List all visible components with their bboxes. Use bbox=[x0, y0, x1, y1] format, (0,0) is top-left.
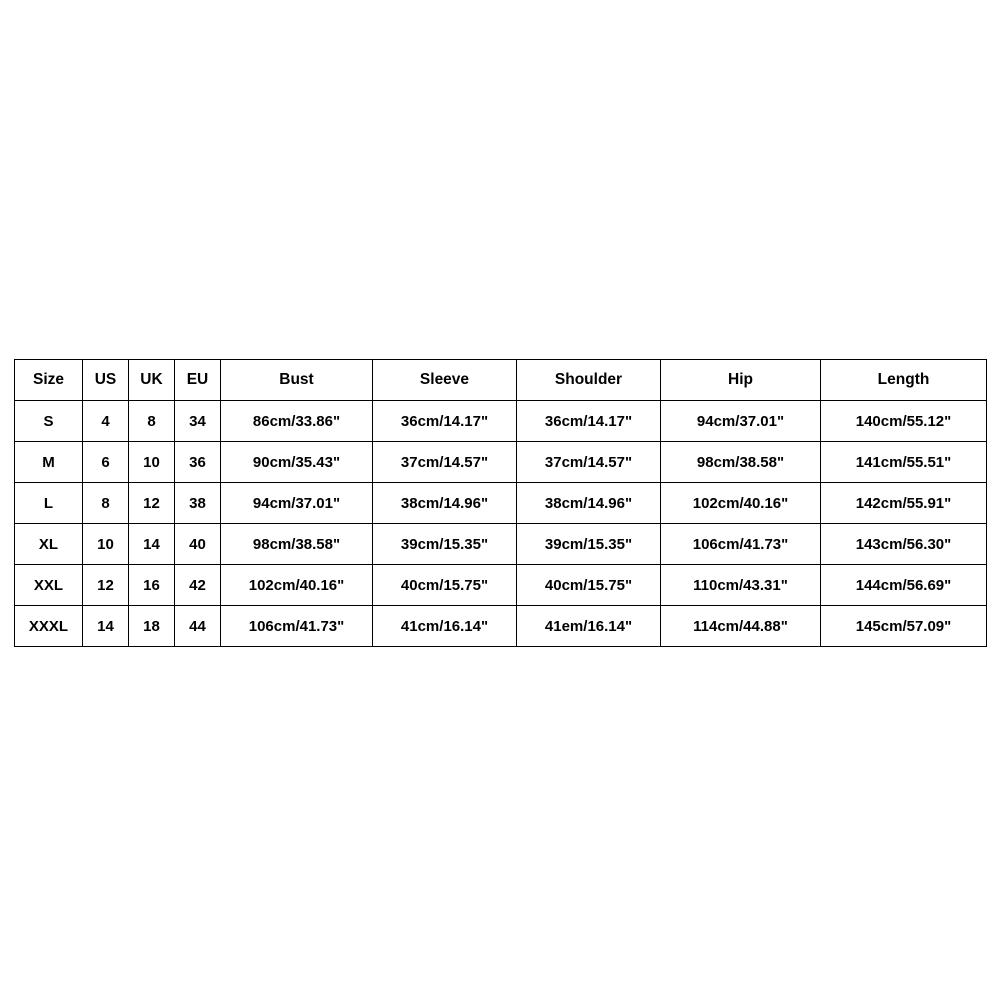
column-header-size: Size bbox=[15, 360, 83, 401]
size-chart-table bbox=[14, 359, 987, 647]
table-row bbox=[15, 483, 987, 524]
cell-sleeve: 36cm/14.17" bbox=[373, 401, 517, 442]
cell-hip: 114cm/44.88" bbox=[661, 606, 821, 647]
table-row bbox=[15, 565, 987, 606]
cell-hip: 106cm/41.73" bbox=[661, 524, 821, 565]
cell-length: 142cm/55.91" bbox=[821, 483, 987, 524]
cell-us: 10 bbox=[83, 524, 129, 565]
cell-hip: 98cm/38.58" bbox=[661, 442, 821, 483]
cell-eu: 38 bbox=[175, 483, 221, 524]
cell-shoulder: 38cm/14.96" bbox=[517, 483, 661, 524]
cell-hip: 110cm/43.31" bbox=[661, 565, 821, 606]
cell-us: 6 bbox=[83, 442, 129, 483]
table-row bbox=[15, 401, 987, 442]
cell-size: XL bbox=[15, 524, 83, 565]
cell-us: 8 bbox=[83, 483, 129, 524]
cell-sleeve: 38cm/14.96" bbox=[373, 483, 517, 524]
cell-uk: 8 bbox=[129, 401, 175, 442]
table-row bbox=[15, 442, 987, 483]
cell-shoulder: 40cm/15.75" bbox=[517, 565, 661, 606]
cell-length: 145cm/57.09" bbox=[821, 606, 987, 647]
cell-length: 141cm/55.51" bbox=[821, 442, 987, 483]
cell-eu: 42 bbox=[175, 565, 221, 606]
cell-bust: 94cm/37.01" bbox=[221, 483, 373, 524]
table-header bbox=[15, 360, 987, 401]
cell-length: 140cm/55.12" bbox=[821, 401, 987, 442]
cell-shoulder: 37cm/14.57" bbox=[517, 442, 661, 483]
cell-us: 14 bbox=[83, 606, 129, 647]
cell-eu: 36 bbox=[175, 442, 221, 483]
size-chart-container bbox=[14, 359, 986, 647]
cell-us: 12 bbox=[83, 565, 129, 606]
column-header-uk: UK bbox=[129, 360, 175, 401]
cell-size: S bbox=[15, 401, 83, 442]
column-header-sleeve: Sleeve bbox=[373, 360, 517, 401]
cell-size: XXXL bbox=[15, 606, 83, 647]
cell-length: 144cm/56.69" bbox=[821, 565, 987, 606]
cell-uk: 12 bbox=[129, 483, 175, 524]
cell-eu: 40 bbox=[175, 524, 221, 565]
cell-uk: 14 bbox=[129, 524, 175, 565]
cell-uk: 18 bbox=[129, 606, 175, 647]
cell-eu: 34 bbox=[175, 401, 221, 442]
cell-uk: 10 bbox=[129, 442, 175, 483]
table-header-row bbox=[15, 360, 987, 401]
table-row bbox=[15, 524, 987, 565]
cell-size: XXL bbox=[15, 565, 83, 606]
cell-bust: 106cm/41.73" bbox=[221, 606, 373, 647]
cell-size: M bbox=[15, 442, 83, 483]
cell-sleeve: 39cm/15.35" bbox=[373, 524, 517, 565]
cell-bust: 98cm/38.58" bbox=[221, 524, 373, 565]
column-header-shoulder: Shoulder bbox=[517, 360, 661, 401]
cell-uk: 16 bbox=[129, 565, 175, 606]
cell-sleeve: 41cm/16.14" bbox=[373, 606, 517, 647]
cell-hip: 94cm/37.01" bbox=[661, 401, 821, 442]
cell-bust: 102cm/40.16" bbox=[221, 565, 373, 606]
cell-sleeve: 40cm/15.75" bbox=[373, 565, 517, 606]
table-body bbox=[15, 401, 987, 647]
column-header-length: Length bbox=[821, 360, 987, 401]
column-header-hip: Hip bbox=[661, 360, 821, 401]
cell-sleeve: 37cm/14.57" bbox=[373, 442, 517, 483]
column-header-eu: EU bbox=[175, 360, 221, 401]
cell-bust: 86cm/33.86" bbox=[221, 401, 373, 442]
cell-bust: 90cm/35.43" bbox=[221, 442, 373, 483]
cell-eu: 44 bbox=[175, 606, 221, 647]
cell-shoulder: 39cm/15.35" bbox=[517, 524, 661, 565]
cell-size: L bbox=[15, 483, 83, 524]
table-row bbox=[15, 606, 987, 647]
column-header-bust: Bust bbox=[221, 360, 373, 401]
column-header-us: US bbox=[83, 360, 129, 401]
cell-shoulder: 41em/16.14" bbox=[517, 606, 661, 647]
cell-length: 143cm/56.30" bbox=[821, 524, 987, 565]
cell-us: 4 bbox=[83, 401, 129, 442]
cell-shoulder: 36cm/14.17" bbox=[517, 401, 661, 442]
cell-hip: 102cm/40.16" bbox=[661, 483, 821, 524]
